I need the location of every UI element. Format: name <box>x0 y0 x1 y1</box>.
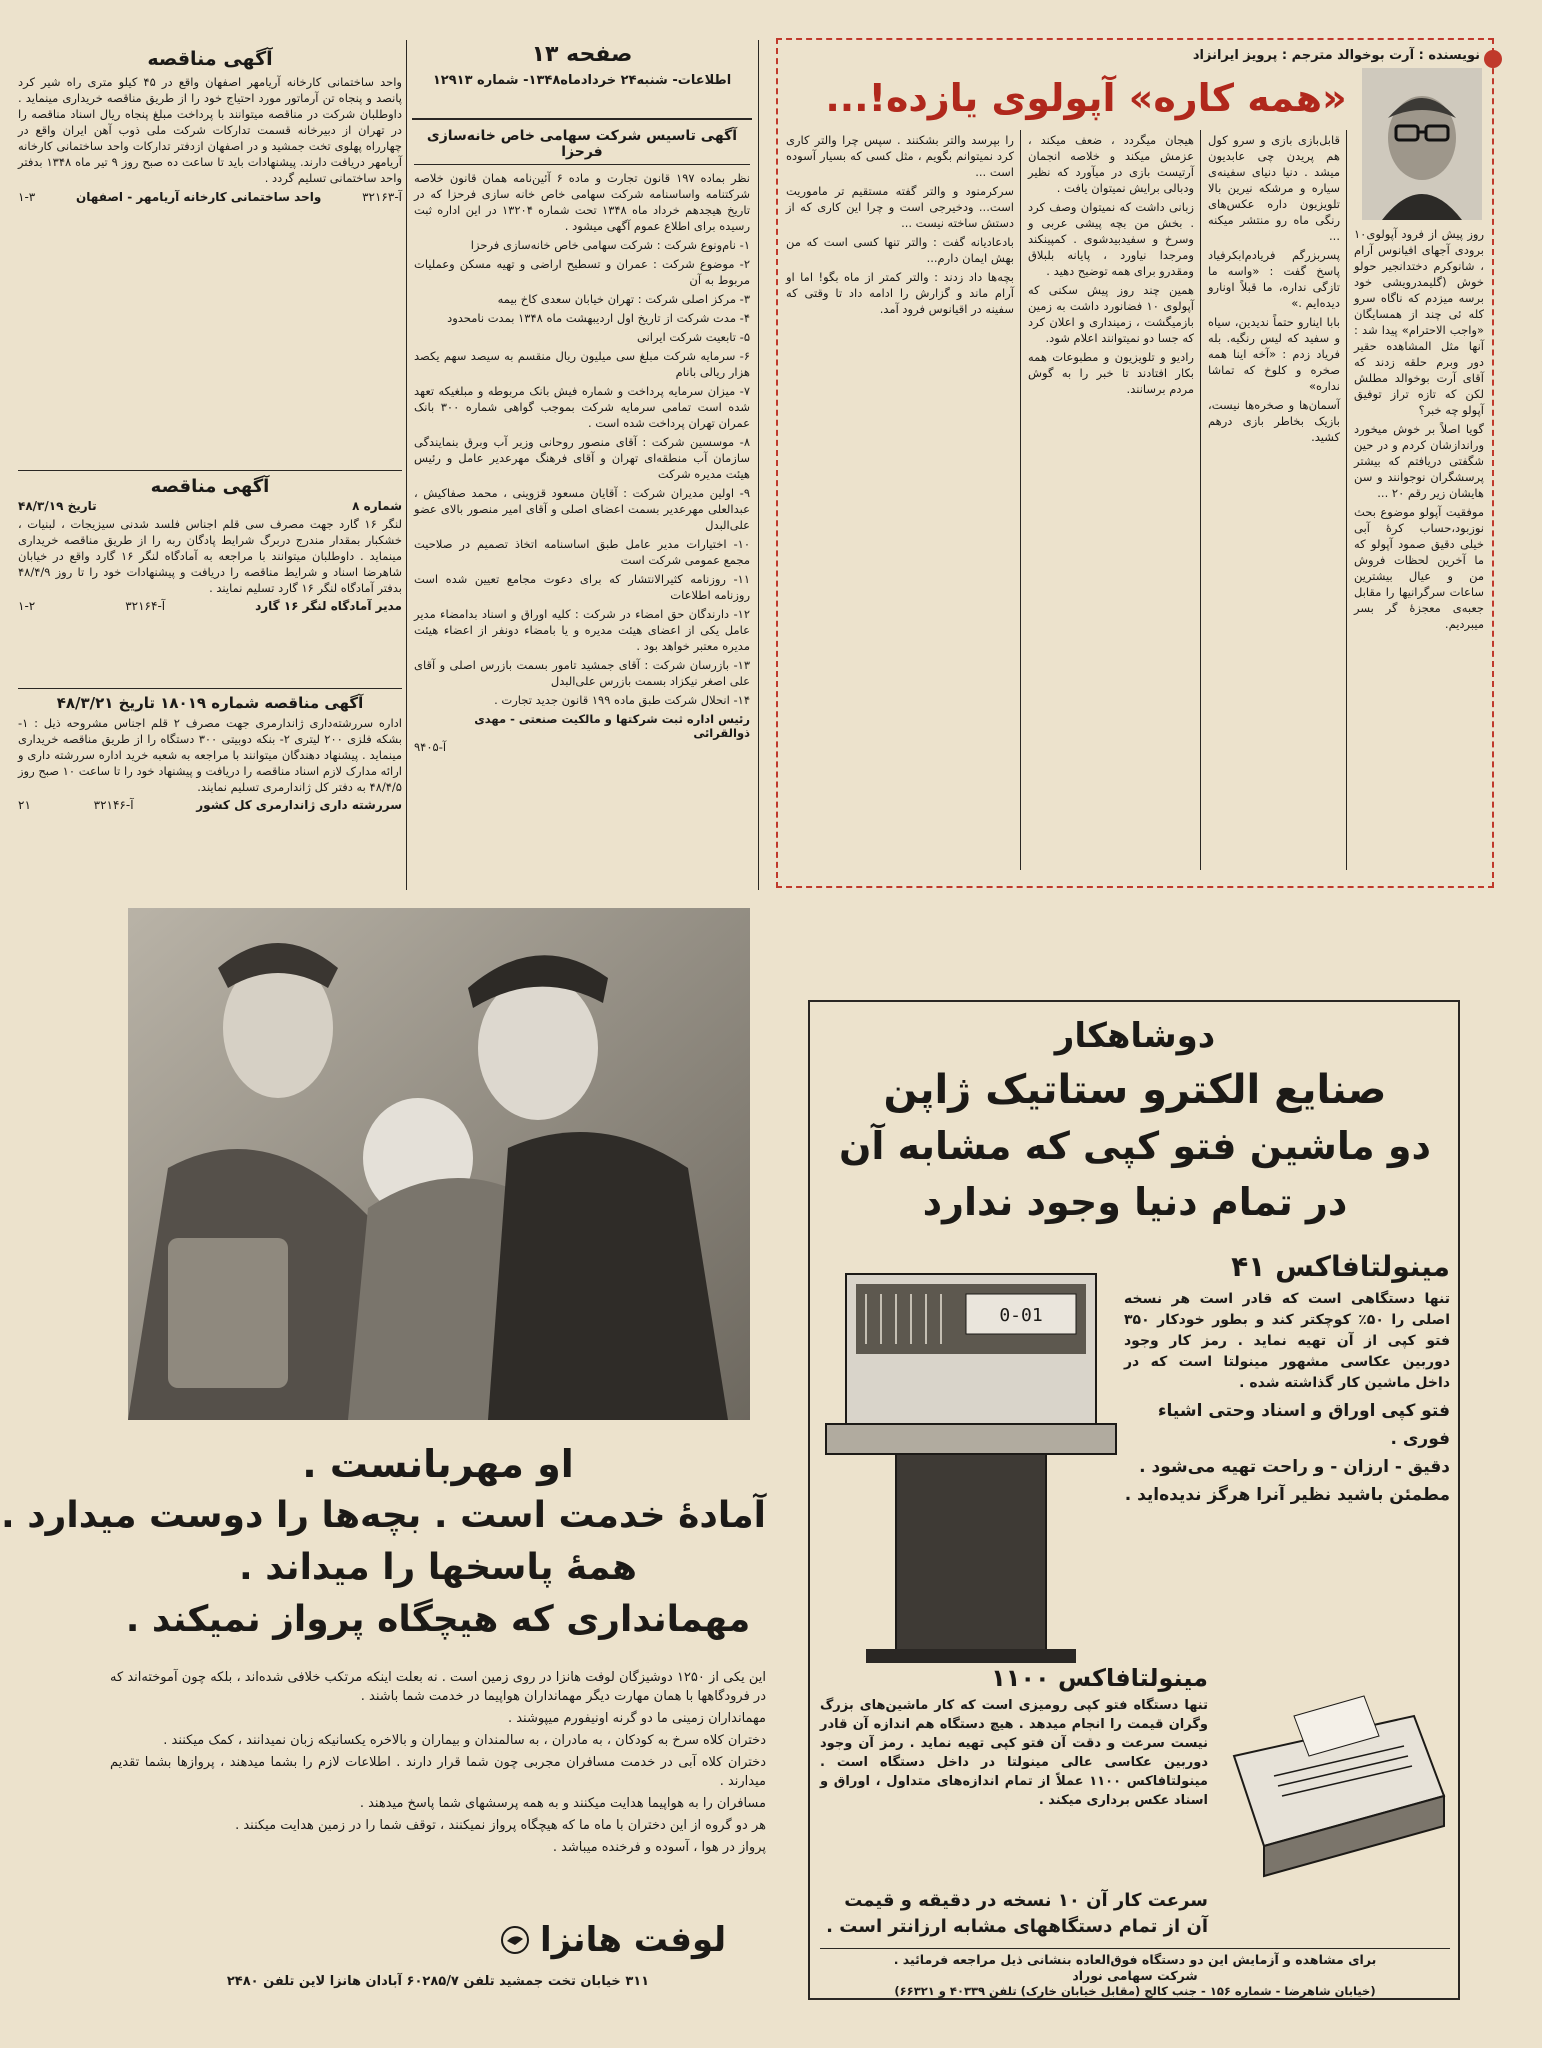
feature-paragraph: موفقیت آپولو موضوع بحث نوزبود،حساب کرهٔ آبی خیلی دقیق صمود آپولو که ما آخرین لحظات فروش من و عیال بیشترین ساعات سرگرانیها را مقابل جعبه‌ی معجزهٔ گر بسر میبردیم. <box>1354 505 1484 631</box>
lufthansa-brand: لوفت هانزا <box>540 1920 727 1960</box>
company-item: ۴- مدت شرکت از تاریخ اول اردیبهشت ماه ۱۳۴۸ بمدت نامحدود <box>447 311 750 325</box>
company-item: ۳- مرکز اصلی شرکت : تهران خیابان سعدی کاخ بیمه <box>497 292 750 306</box>
crane-logo-icon <box>500 1925 530 1955</box>
tender-notice-1 <box>18 48 402 468</box>
tender-2-signature: مدیر آمادگاه لنگر ۱۶ گارد <box>255 599 402 613</box>
minolta-address: (خیابان شاهرضا - شماره ۱۵۶ - جنب کالج (مقابل خیابان خارک) تلفن ۴۰۳۳۹ و ۶۶۳۲۱) <box>894 1984 1376 1998</box>
company-item: ۲- موضوع شرکت : عمران و تسطیح اراضی و تهیه مسکن وعملیات مربوط به آن <box>414 257 750 287</box>
tender-1-ref: آ-۳۲۱۶۳ <box>362 190 402 204</box>
column-rule <box>758 40 759 890</box>
minolta-headline <box>820 1010 1450 1236</box>
minolta-headline-line: صنایع الکترو ستاتیک ژاپن <box>883 1067 1387 1113</box>
minolta-1100-block <box>820 1664 1208 1884</box>
lufthansa-paragraph: دختران کلاه سرخ به کودکان ، به مادران ، به سالمندان و بیماران و بالاخره یکسانیکه زبان نمیدانند ، کمک میکنند . <box>163 1733 766 1748</box>
company-item: ۵- تابعیت شرکت ایرانی <box>637 330 750 344</box>
tender-3-body: اداره سررشته‌داری ژاندارمری جهت مصرف ۲ قلم اجناس مشروحه ذیل : ۱- بشکه فلزی ۲۰۰ لیتری ۲- بنکه دوبیتی ۳۰۰ دستگاه را از طریق مناقصه خریداری مینماید . پیشنهاد دهندگان میتوانند با مراجعه به شعبه خرید اداره سررشته داری و ارائه مدارک لازم اسناد مناقصه را دریافت و پیشنهاد خود را تا ساعت ۱۰ صبح روز ۴۸/۴/۵ به دفتر کل ژاندارمری تسلیم نمایند. <box>18 716 402 794</box>
company-ref: آ-۹۴۰۵ <box>414 740 447 754</box>
feature-paragraph: هیجان میگردد ، ضعف میکند ، عزمش میکند و خلاصه انجمان آرتیست بازی در میآورد که نظیر ودبالی برایش نمیتوان یافت . <box>1028 133 1194 195</box>
company-item: ۱۰- اختیارات مدیر عامل طبق اساسنامه اتخاذ تصمیم در صلاحیت مجمع عمومی شرکت است <box>414 537 750 567</box>
company-item: ۶- سرمایه شرکت مبلغ سی میلیون ریال منقسم به سیصد سهم یکصد هزار ریالی بانام <box>414 349 750 379</box>
tender-2-body: لنگر ۱۶ گارد جهت مصرف سی قلم اجناس فلسد شدنی سیزیجات ، لبنیات ، خشکبار بمقدار مندرج دربرگ شرایط پادگان ربه را از طریق مناقصه خریداری مینماید . داوطلبان میتوانند با مراجعه به آمادگاه لنگر ۱۶ گارد واقع در خیابان شاهرضا اسناد و شرایط مناقصه را دریافت و پیشنهادات خود را تا روز ۴۸/۴/۹ بدفتر آمادگاه لنگر ۱۶ گارد تسلیم نمایند . <box>18 517 403 595</box>
tender-1-signature: واحد ساختمانی کارخانه آریامهر - اصفهان <box>76 190 322 204</box>
feature-paragraph: بابا اینارو حتماً ندیدین، سیاه و سفید که لیس رنگیه. بله فریاد زدم : «آخه اینا همه صخره و کلوخ که تماشا نداره» <box>1208 315 1340 393</box>
page-header <box>412 42 752 120</box>
device-display: 0-01 <box>999 1305 1043 1326</box>
company-item: ۱۲- دارندگان حق امضاء در شرکت : کلیه اوراق و اسناد بدامضاء مدیر عامل یکی از اعضای هیئت مدیره و یا بامضاء دونفر از اعضاء هیئت مدیره معتبر خواهد بود . <box>414 607 750 653</box>
lufthansa-paragraph: مهمانداران زمینی ما دو گرنه اونیفورم میپوشند . <box>507 1711 766 1726</box>
tender-2-title: آگهی مناقصه <box>150 476 270 497</box>
divider <box>18 470 402 471</box>
tender-2-code: ۱-۲ <box>18 599 36 613</box>
red-dot-icon <box>1484 50 1502 68</box>
company-item: نظر بماده ۱۹۷ قانون تجارت و ماده ۶ آئین‌نامه همان قانون خلاصه شرکتنامه واساسنامه شرکت سهامی خاص خانه سازی فرحزا که در تاریخ هیجدهم خرداد ماه ۱۳۴۸ تحت شماره ۱۳۲۰۴ در این اداره ثبت رسیده برای اطلاع عموم آگهی میشود . <box>414 171 751 233</box>
lufthansa-photo <box>128 908 750 1420</box>
author-portrait <box>1362 68 1482 220</box>
minolta-41-bullet: مطمئن باشید نظیر آنرا هرگز ندیده‌اید . <box>1124 1485 1450 1505</box>
feature-paragraph: زبانی داشت که نمیتوان وصف کرد . بخش من بچه پیشی عربی و وسرخ و سفیدبیدشوی . کمپینکند ومرجدا نیاورد ، پایانه بلبلاق ومقدرو برای همه توضیح دهید . <box>1028 200 1194 278</box>
minolta-1100-desc: تنها دستگاه فتو کپی رومیزی است که کار ماشین‌های بزرگ وگران قیمت را انجام میدهد . هیچ دستگاه هم اندازه آن قادر نیست سرعت و دقت آن فتو کپی تهیه نماید . رمز آن وجود دوربین عکاسی عالی مینولتا در داخل دستگاه است . مینولتافاکس ۱۱۰۰ عملاً از تمام اندازه‌های متداول ، اوراق و اسناد عکس برداری میکند . <box>820 1698 1208 1808</box>
divider <box>18 688 402 689</box>
tender-2-number: شماره ۸ <box>352 499 402 513</box>
feature-paragraph: رادیو و تلویزیون و مطبوعات همه بکار افتادند تا خبر را به گوش مردم برسانند. <box>1028 350 1194 396</box>
lufthansa-headline <box>1 1438 766 1658</box>
lufthansa-body <box>110 1668 766 1908</box>
company-item: ۷- میزان سرمایه پرداخت و شماره فیش بانک مربوطه و مبلغیکه تعهد شده است تمامی سرمایه شرکت بموجب گواهی شماره ۳۰۰ بانک عمران تهران پرداخت شده است . <box>414 384 750 430</box>
minolta-41-bullet: دقیق - ارزان - و راحت تهیه می‌شود . <box>1139 1457 1450 1477</box>
column-rule <box>1020 130 1021 870</box>
lufthansa-headline-line: همهٔ پاسخها را میداند . <box>239 1547 637 1588</box>
tender-notice-3 <box>18 694 402 882</box>
tender-1-body: واحد ساختمانی کارخانه آریامهر اصفهان واقع در ۴۵ کیلو متری راه شیر کرد پانصد و پنجاه تن آرماتور مورد احتیاج خود را از طریق مناقصه خریداری مینماید . داوطلبان شرکت در مناقصه میتوانند با پرداخت مبلغ پنجاه ریال اسناد مناقصه را در تهران از دبیرخانه قسمت تدارکات شرکت ملی ذوب آهن ایران واقع در چهارراه پهلوی تخت جمشید و در اصفهان ازدفتر تدارکات واحد ساختمانی کارخانه آریامهر دریافت دارند. پیشنهادات باید تا ساعت ده صبح روز ۹ تیر ماه ۱۳۴۸ بدفتر واحد ساختمانی تسلیم گردد . <box>18 75 403 185</box>
company-signature: رئیس اداره ثبت شرکتها و مالکیت صنعتی - مهدی ذوالقرائی <box>474 712 750 740</box>
minolta-dealer-note: برای مشاهده و آزمایش این دو دستگاه فوق‌العاده بنشانی ذیل مراجعه فرمائید . <box>893 1952 1377 1967</box>
feature-column-3 <box>1028 132 1194 876</box>
lufthansa-paragraph: هر دو گروه از این دختران با ماه ما که هیچگاه پرواز نمیکنند ، توقف شما را در زمین هدایت میکنند . <box>235 1818 766 1833</box>
tender-2-ref: آ-۳۲۱۶۴ <box>125 599 166 613</box>
lufthansa-paragraph: پرواز در هوا ، آسوده و فرخنده میباشد . <box>552 1840 766 1855</box>
feature-paragraph: پسربزرگم فریادم‌‌ابکرفیاد پاسخ گفت : «واسه ما تازگی نداره، ما قبلاً اونارو دیده‌ایم .» <box>1208 248 1340 310</box>
feature-byline: نویسنده : آرت بوخوالد مترجم : پرویز ایرانزاد <box>1192 48 1480 63</box>
minolta-headline-line: دو ماشین فتو کپی که مشابه آن <box>838 1124 1432 1168</box>
tender-2-date: تاریخ ۴۸/۳/۱۹ <box>18 499 97 513</box>
lufthansa-headline-line: آمادهٔ خدمت است . بچه‌ها را دوست میدارد . <box>1 1495 766 1536</box>
tender-1-title: آگهی مناقصه <box>147 48 273 70</box>
tender-3-ref: آ-۳۲۱۴۶ <box>93 798 134 812</box>
minolta-1100-name: مینولتافاکس ۱۱۰۰ <box>991 1664 1208 1692</box>
minolta-headline-line: دوشاهکار <box>1054 1016 1216 1056</box>
feature-paragraph: سرکرمنود و والتر گفته مستقیم تر ماموریت است... ودخیرجی است و چرا این کاری که از دستش ساخته نیست ... <box>786 184 1014 230</box>
minolta-headline-line: در تمام دنیا وجود ندارد <box>922 1180 1348 1224</box>
feature-column-2 <box>1208 132 1340 876</box>
lufthansa-paragraph: دختران کلاه آبی در خدمت مسافران مجربی چون شما قرار دارند . اطلاعات لازم را بشما میدهند ، پروازها بشما تقدیم میدارند . <box>110 1755 766 1789</box>
tender-3-code: ۲۱ <box>18 798 31 812</box>
column-rule <box>1346 130 1347 870</box>
column-rule <box>1200 130 1201 870</box>
company-item: ۹- اولین مدیران شرکت : آقایان مسعود قزوینی ، محمد صفاکیش ، عبدالعلی مهرعدیر بسمت اعضای اصلی و آقای امیر منصور بالای عضو علی‌البدل <box>414 486 750 532</box>
feature-paragraph: آسمان‌ها و صخره‌ها نیست، بازیک بخاطر بازی درهم کشید. <box>1208 398 1340 444</box>
tender-notice-2 <box>18 476 402 686</box>
lufthansa-headline-line: مهمانداری که هیچگاه پرواز نمیکند . <box>125 1599 751 1640</box>
company-notice-title: آگهی تاسیس شرکت سهامی خاص خانه‌سازی فرحزا <box>414 128 750 165</box>
feature-title: «همه کاره» آپولوی یازده!... <box>825 76 1347 120</box>
divider <box>820 1948 1450 1949</box>
tender-3-signature: سررشته داری ژاندارمری کل کشور <box>196 798 402 812</box>
minolta-41-block <box>1124 1250 1450 1596</box>
feature-paragraph: گویا اصلاً بر خوش میخورد وراندازشان کردم و در حین شگفتی دریافتم که بیشتر پرسشگران نوجوانند و سن هایشان زیر رقم ۲۰ ... <box>1354 422 1484 500</box>
company-item: ۸- موسسین شرکت : آقای منصور روحانی وزیر آب وبرق بنمایندگی سازمان آب منطقه‌ای تهران و آقای فرهنگ مهرعدیر عامل و رئیس هیئت مدیره شرکت <box>414 435 750 481</box>
minolta-1100-device <box>1214 1676 1450 1886</box>
company-registration-notice <box>414 128 750 888</box>
feature-paragraph: را بپرسد والتر بشکنند . سپس چرا والتر کاری کرد نمیتوانم بگویم ، مثل کسی که بسیار آسوده است ... <box>786 133 1014 179</box>
minolta-41-bullet: فتو کپی اوراق و اسناد وحتی اشیاء فوری . <box>1157 1401 1450 1449</box>
feature-paragraph: همین چند روز پیش سکنی که آپولوی ۱۰ فضانورد داشت به زمین بازمیگشت ، زمینداری و اعلان کرد که جسا دو نمیتوانند اعلام شود. <box>1028 283 1194 345</box>
feature-paragraph: بادعادیانه گفت : والتر تنها کسی است که من بهش ایمان دارم... <box>786 235 1014 265</box>
column-rule <box>406 40 407 890</box>
minolta-41-name: مینولتافاکس ۴۱ <box>1231 1250 1450 1283</box>
company-item: ۱- نام‌ونوع شرکت : شرکت سهامی خاص خانه‌سازی فرحزا <box>470 238 750 252</box>
lufthansa-brand-row <box>500 1912 766 1968</box>
tender-1-code: ۱-۳ <box>18 190 36 204</box>
issue-line: اطلاعات- شنبه۲۴ خردادماه۱۳۴۸- شماره ۱۲۹۱۳ <box>432 73 732 88</box>
company-item: ۱۱- روزنامه کثیرالانتشار که برای دعوت مجامع تعیین شده است روزنامه اطلاعات <box>414 572 750 602</box>
feature-paragraph: روز پیش از فرود آپولوی۱۰ برودی آجهای افیانوس آرام ، شانوکرم دختدانجیر حولو خوش (گلیمدرویشی خود برسه میزدم که ناگاه سرو کله ئی چند از همسایگان «واجب الاحترام» پیدا شد : آنها مثل المشاهده حقیر دور وبرم حلقه زدند که آقای آرت بوخوالد مطلش لکن که تازه تراز توفیق آپولو چه خبر؟ <box>1354 227 1484 417</box>
feature-paragraph: بچه‌ها داد زدند : والتر کمتر از ماه بگو! اما او آرام ماند و گزارش را ادامه داد تا وقتی که سفینه در اقیانوس فرود آمد. <box>786 270 1014 316</box>
minolta-41-device <box>826 1244 1116 1664</box>
feature-paragraph: قابل‌بازی بازی و سرو کول هم پریدن چی عابدیون میشد . دنیا دنیای سفینه‌ی سیاره و مرشکه نیرین بالا تلویزیون داره عکس‌های رنگی ماه رو منتشر میکنه ... <box>1208 133 1340 243</box>
feature-column-4 <box>786 132 1014 876</box>
lufthansa-headline-line: او مهربانست . <box>302 1442 574 1486</box>
lufthansa-paragraph: مسافران را به هواپیما هدایت میکنند و به همه پرسشهای شما پاسخ میدهند . <box>359 1796 766 1811</box>
lufthansa-address: ۳۱۱ خیابان تخت جمشید تلفن ۶۰۲۸۵/۷ آبادان هانزا لاین تلفن ۲۴۸۰ <box>226 1974 650 1989</box>
minolta-1100-speed: سرعت کار آن ۱۰ نسخه در دقیقه و قیمت آن از تمام دستگاههای مشابه ارزانتر است . <box>826 1890 1208 1937</box>
lufthansa-paragraph: این یکی از ۱۲۵۰ دوشیزگان لوفت هانزا در روی زمین است . نه بعلت اینکه مرتکب خلافی شده‌اند ، بلکه چون آموخته‌اند که در فرودگاهها با همان مهارت دیگر مهمانداران هواپیما در خدمت شما باشند . <box>110 1670 767 1704</box>
tender-3-title: آگهی مناقصه شماره ۱۸۰۱۹ تاریخ ۴۸/۳/۲۱ <box>56 694 364 712</box>
page-label: صفحه ۱۳ <box>531 42 633 67</box>
feature-column-1 <box>1354 226 1484 876</box>
company-item: ۱۴- انحلال شرکت طبق ماده ۱۹۹ قانون جدید تجارت . <box>494 693 750 707</box>
company-item: ۱۳- بازرسان شرکت : آقای جمشید تامور بسمت بازرس اصلی و آقای علی اصغر نیکزاد بسمت بازرس علی‌البدل <box>414 658 750 688</box>
minolta-dealer: شرکت سهامی نوراد <box>1072 1968 1198 1983</box>
minolta-41-desc: تنها دستگاهی است که قادر است هر نسخه اصلی را ۵۰٪ کوچکتر کند و بطور خودکار ۳۵۰ فتو کپی از آن تهیه نماید . رمز کار وجود دوربین عکاسی مشهور مینولتا است که در داخل ماشین کار گذاشته شده . <box>1124 1291 1451 1391</box>
